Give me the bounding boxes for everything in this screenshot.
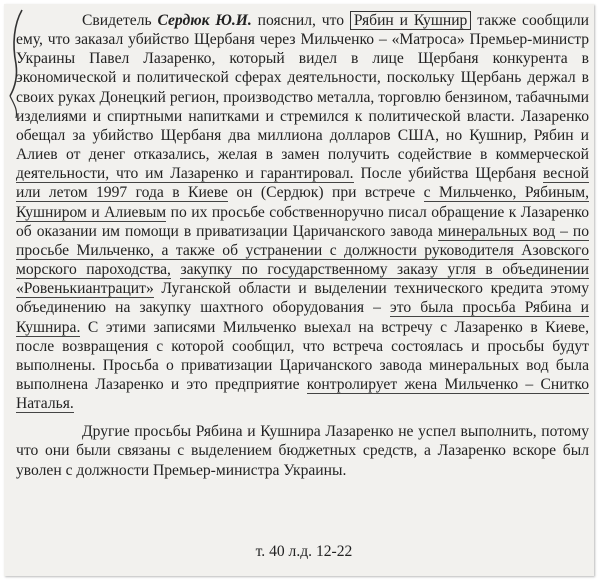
underlined-passage: это была просьба Рябина и Кушнира.: [16, 299, 589, 336]
text-run: Луганской области и выделении технического кредита этому объединению на закупку шахтного оборудования –: [16, 280, 589, 317]
text-run: он (Сердюк) при встрече: [227, 184, 424, 202]
testimony-text: [16, 11, 589, 480]
underlined-passage: минеральных вод – по просьбе Мильченко, а также об устранении с должности руководителя Азовского морского пароходства,: [16, 222, 589, 279]
underlined-passage: закупку по государственному заказу угля в объединении «Ровенькиантрацит»: [16, 261, 589, 298]
text-run: также сообщили ему, что заказал убийство Щербаня через Мильченко – «Матроса» Премьер-министр Украины Павел Лазаренко, который видел в лице Щербаня конкурента в экономической и политической сферах деятельности, поскольку Щербань держал в своих руках Донецкий регион, производство металла, торговлю бензином, табачными изделиями и спиртными напитками и стремился к политической власти. Лазаренко обещал за убийство Щербаня два миллиона долларов США, но Кушнир, Рябин и Алиев от денег отказались, желая в замен получить содействие в коммерческой: [16, 12, 589, 164]
boxed-names: Рябин и Кушнир: [350, 11, 471, 30]
document-page: [4, 4, 594, 576]
underlined-passage: с Мильченко, Рябиным, Кушниром и Алиевым: [16, 184, 590, 221]
underlined-passage: деятельности, что им Лазаренко и гарантировал.: [16, 165, 354, 183]
text-run: по их просьбе собственноручно писал обращение к Лазаренко об оказании им помощи в приватизации Царичанского завода: [16, 203, 589, 240]
text-run: пояснил, что: [251, 12, 350, 29]
text-run: С этими записями Мильченко выехал на встречу с Лазаренко в Киеве, после возвращения с которой сообщил, что встреча состоялась и просьбы будут выполнены. Просьба о приватизации Царичанского завода минеральных вод была выполнена Лазаренко и это предприятие: [16, 318, 589, 393]
text-run: Свидетель: [82, 12, 158, 29]
underlined-passage: весной или летом 1997 года в Киеве: [16, 165, 589, 202]
testimony-paragraph-2: Другие просьбы Рябина и Кушнира Лазаренко не успел выполнить, потому что они были связаны с выделением бюджетных средств, а Лазаренко вскоре был уволен с должности Премьер-министра Украины.: [16, 423, 589, 479]
testimony-paragraph-1: [16, 11, 589, 413]
text-run: После убийства Щербаня: [353, 165, 543, 183]
case-reference: т. 40 л.д. 12-22: [255, 543, 353, 560]
witness-name: Сердюк Ю.И.: [157, 12, 252, 29]
underlined-passage: контролирует жена Мильченко – Снитко Наталья.: [16, 375, 590, 413]
